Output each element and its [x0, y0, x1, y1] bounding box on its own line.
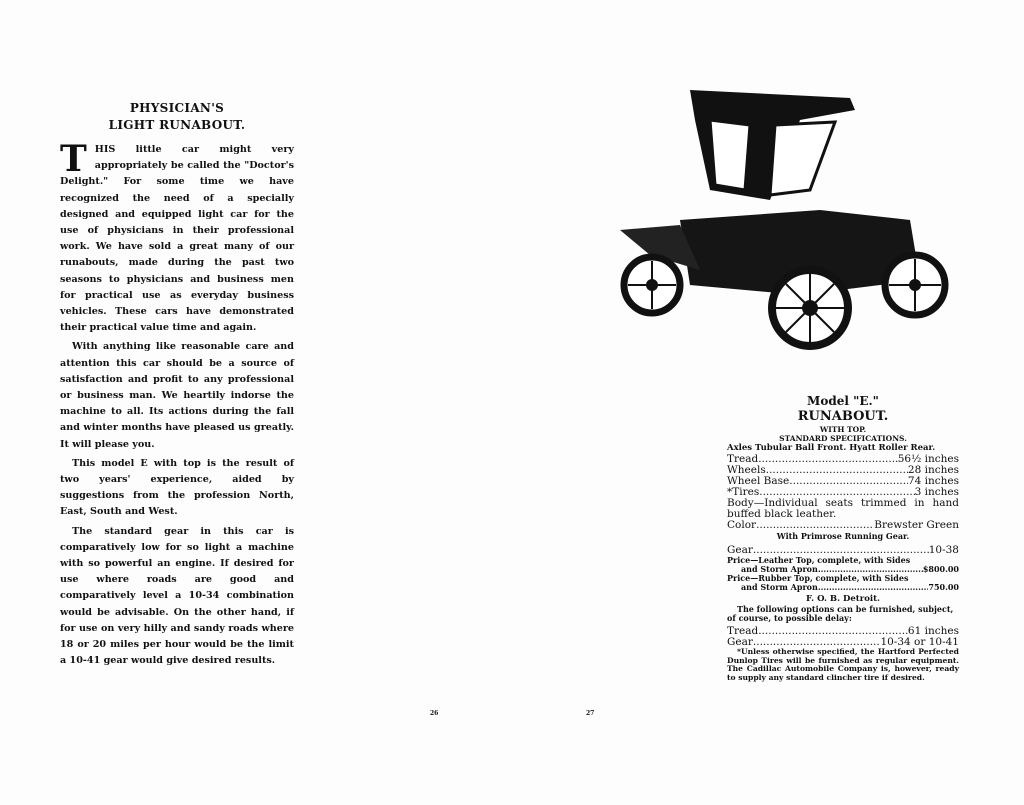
option-value: 61 inches [907, 625, 959, 637]
option-value: 10-34 or 10-41 [880, 636, 959, 648]
paragraph: This model E with top is the result of two years' experience, aided by suggestions from the profession North, East, South and West. [60, 457, 294, 518]
price-label: and Storm Apron [741, 582, 818, 592]
spec-value: Brewster Green [874, 519, 959, 531]
model-title: Model "E." [807, 394, 879, 408]
spec-label: Wheels [727, 464, 766, 476]
price-value: $800.00 [922, 564, 959, 574]
option-label: Gear [727, 636, 753, 648]
options-intro: The following options can be furnished, subject, of course, to possible delay: [727, 604, 954, 623]
paragraph: The standard gear in this car is comparatively low for so light a machine with so powerful an engine. If desired for use where roads are good and comparatively level a 10-34 combination would be advisable. On the other hand, if for use on very hilly and sandy roads where 18 or 20 miles per hour would be the limit a 10-41 gear would give desired results. [60, 525, 294, 667]
page-number-right: 27 [586, 710, 595, 717]
left-title [60, 100, 294, 134]
price-value: 750.00 [928, 582, 959, 592]
drop-cap: T [60, 138, 87, 180]
option-label: Tread [727, 625, 759, 637]
price-rubber-line1: Price—Rubber Top, complete, with Sides [727, 573, 909, 583]
fob: F. O. B. Detroit. [806, 594, 880, 604]
spec-label: Wheel Base [727, 475, 790, 487]
title-line-1: PHYSICIAN'S [129, 101, 225, 115]
spec-value: 10-38 [928, 544, 959, 556]
price-leather-line1: Price—Leather Top, complete, with Sides [727, 555, 911, 565]
axles: Axles Tubular Ball Front. Hyatt Roller Rear. [727, 443, 936, 453]
body-spec: Body—Individual seats trimmed in hand buffed black leather. [727, 497, 959, 520]
model-name: RUNABOUT. [797, 409, 889, 424]
page-number-left: 26 [430, 710, 439, 717]
spec-label: Color [727, 519, 757, 531]
spec-label: Tread [727, 453, 759, 465]
specifications [727, 394, 959, 682]
running-gear: With Primrose Running Gear. [776, 531, 910, 541]
footnote: *Unless otherwise specified, the Hartford Perfected Dunlop Tires will be furnished as regular equipment. The Cadillac Automobile Company is, however, ready to supply any standard clincher tire if desired. [727, 647, 959, 682]
spec-value: 3 inches [914, 486, 959, 498]
with-top: WITH TOP. [819, 425, 867, 434]
spec-label: *Tires [727, 486, 760, 498]
car-illustration [620, 80, 950, 365]
title-line-2: LIGHT RUNABOUT. [108, 118, 246, 132]
spec-value: 74 inches [907, 475, 959, 487]
left-page-text [60, 100, 294, 673]
price-label: and Storm Apron [741, 564, 818, 574]
spec-value: 28 inches [907, 464, 959, 476]
color-row [727, 520, 959, 531]
spec-heading: STANDARD SPECIFICATIONS. [779, 434, 907, 443]
spec-label: Gear [727, 544, 753, 556]
paragraph [60, 138, 294, 336]
spec-value: 56½ inches [897, 453, 959, 465]
price-rubber [727, 583, 959, 592]
paragraph: With anything like reasonable care and attention this car should be a source of satisfaction and profit to any professional or business man. We heartily indorse the machine to all. Its actions during the fall and winter months have pleased us greatly. It will please you. [60, 341, 294, 450]
paragraph-text: HIS little car might very appropriately be called the "Doctor's Delight." For some time we have recognized the need of a specially designed and equipped light car for the use of physicians in their professional work. We have sold a great many of our runabouts, made during the past two seasons to physicians and business men for practical use as everyday business vehicles. These cars have demonstrated their practical value time and again. [60, 144, 294, 334]
